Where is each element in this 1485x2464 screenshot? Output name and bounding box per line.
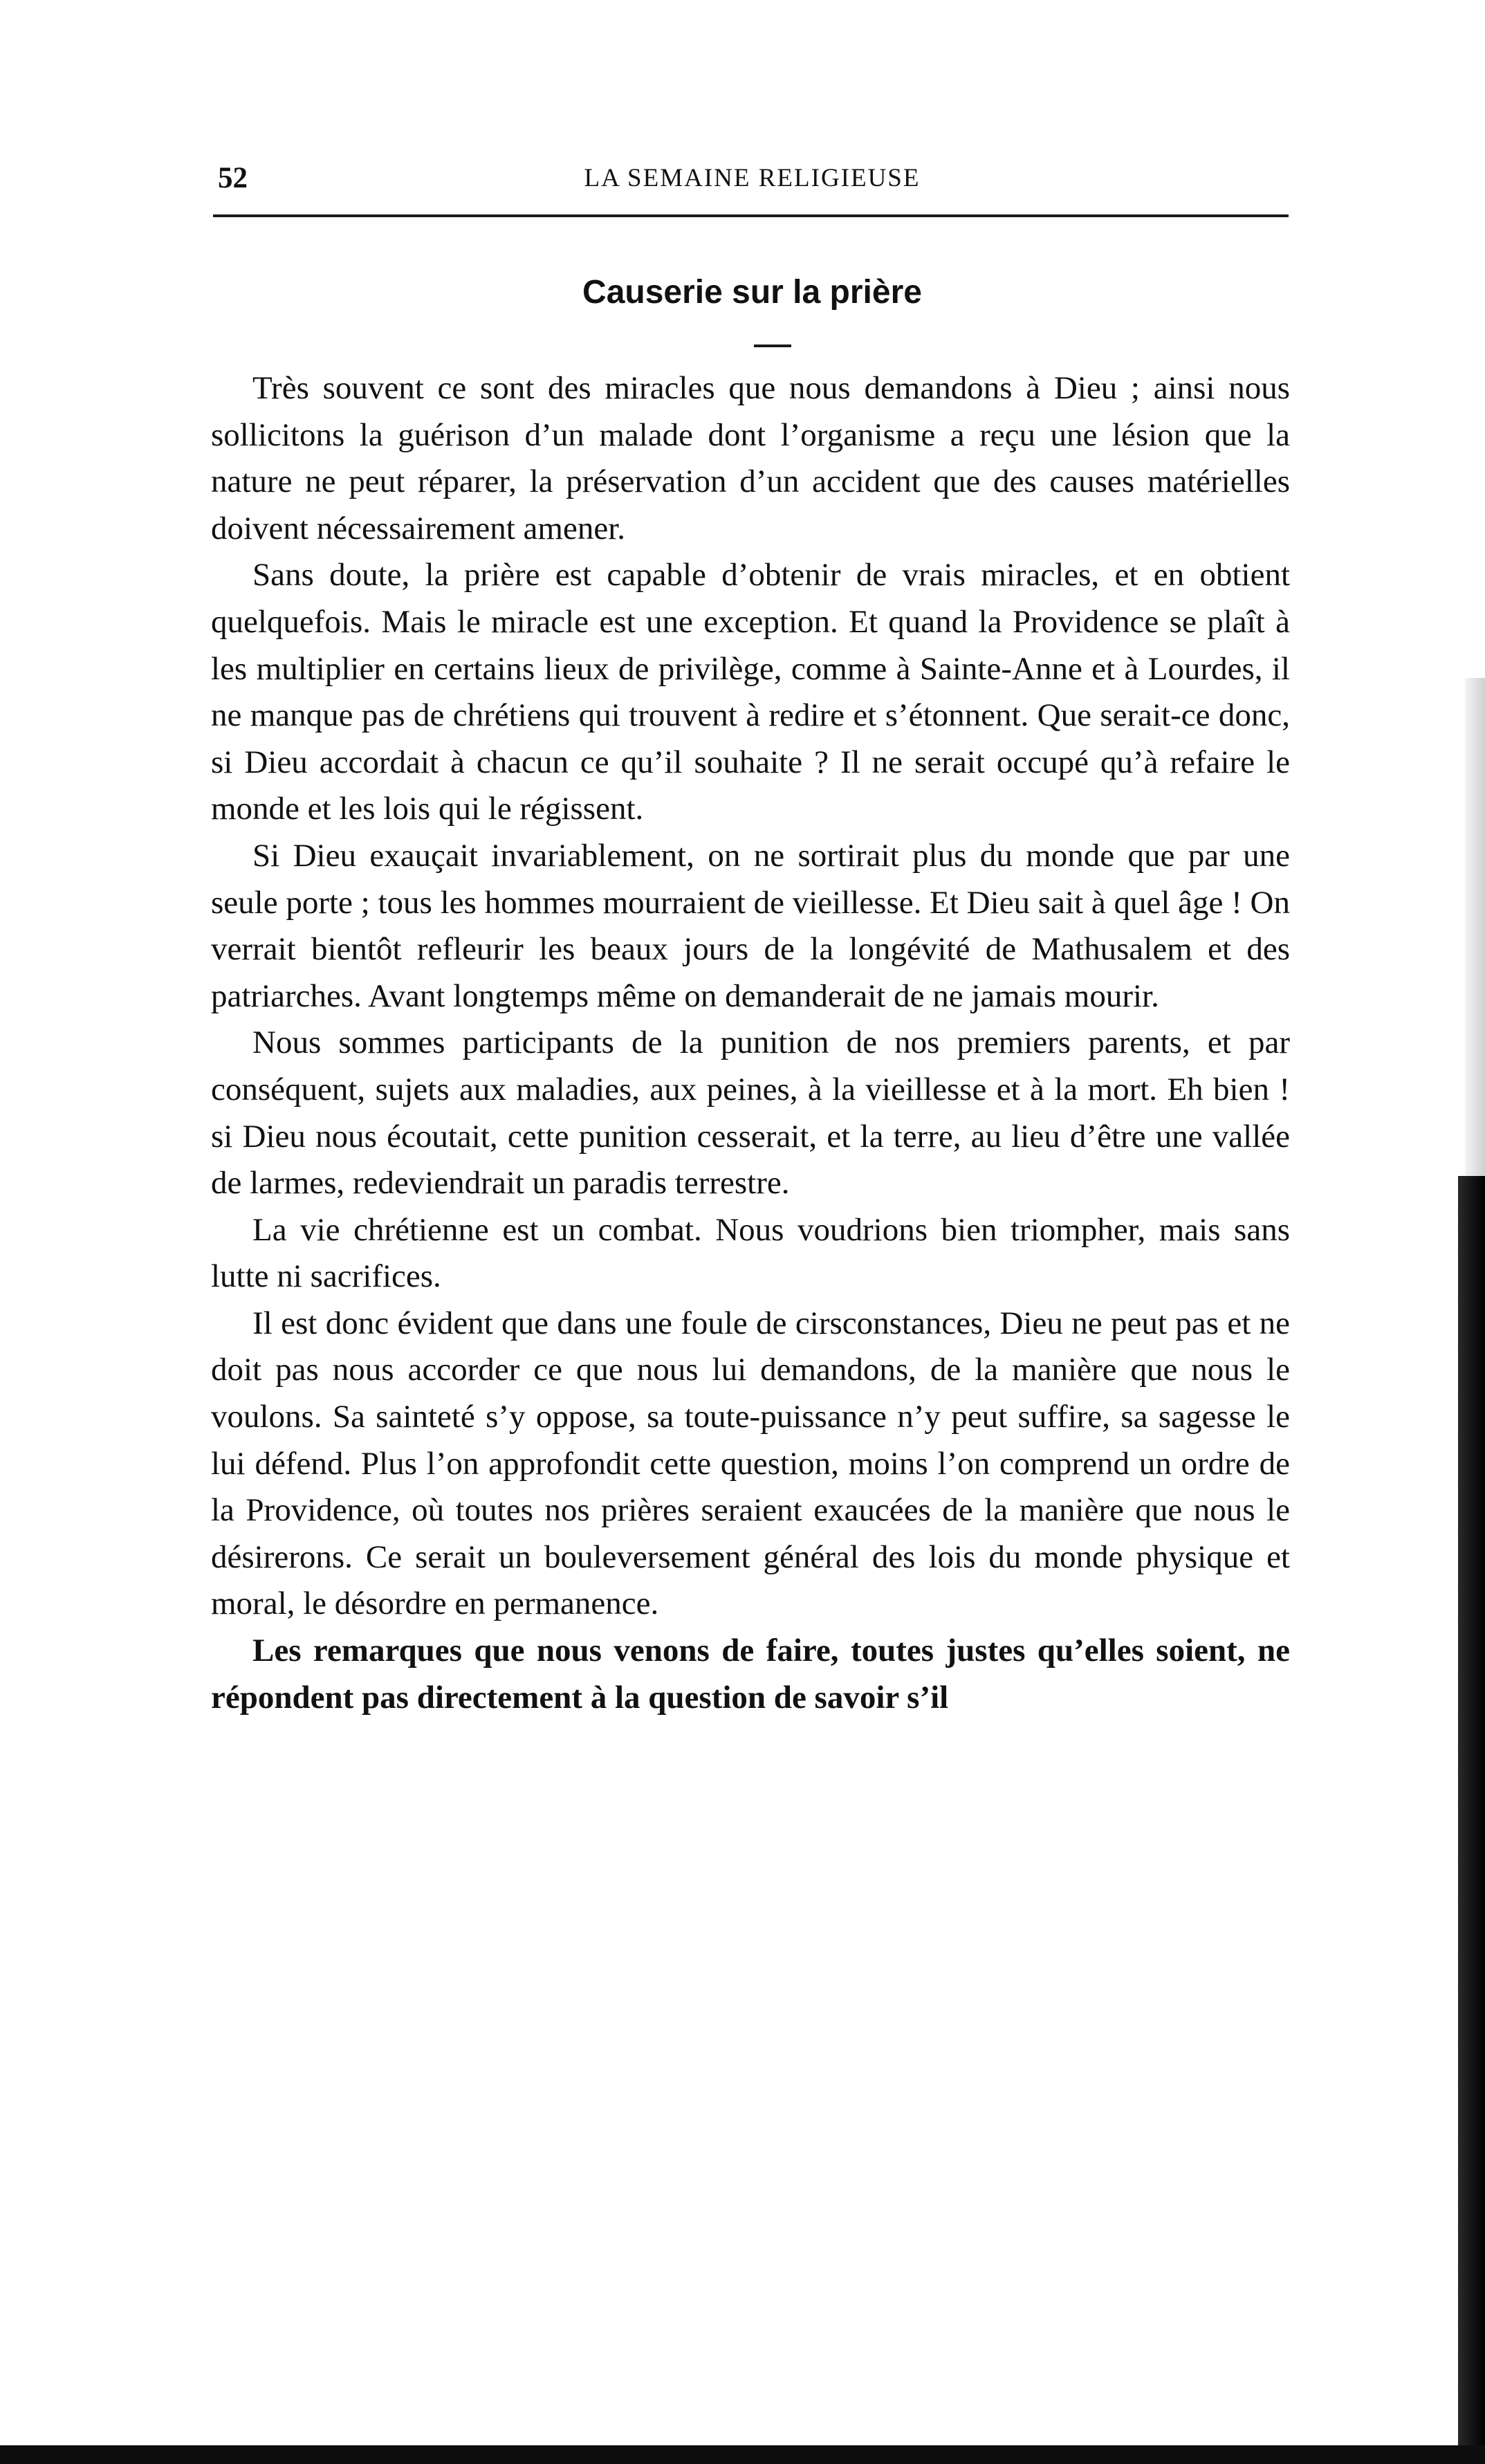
- article-title: Causerie sur la prière: [582, 274, 922, 311]
- scan-edge-shadow-top: [1465, 678, 1485, 1176]
- paragraph-1: Très souvent ce sont des miracles que nous demandons à Dieu ; ainsi nous sollicitons la guérison d’un malade dont l’organisme a reçu une lésion que la nature ne peut réparer, la préservation d’un accident que des causes matérielles doivent nécessairement amener.: [211, 370, 1290, 546]
- scan-bottom-edge: [0, 2445, 1485, 2464]
- paragraph-4: Nous sommes participants de la punition de nos premiers parents, et par conséquent, sujets aux maladies, aux peines, à la vieillesse et à la mort. Eh bien ! si Dieu nous écoutait, cette punition cesserait, et la terre, au lieu d’être une vallée de larmes, redeviendrait un paradis terrestre.: [211, 1024, 1290, 1202]
- journal-title: LA SEMAINE RELIGIEUSE: [584, 164, 921, 192]
- title-rule: [754, 344, 791, 347]
- header-rule: [213, 214, 1289, 217]
- article-body: [211, 365, 1290, 1721]
- running-header: [218, 158, 1286, 199]
- page-number: 52: [218, 162, 248, 194]
- paragraph-5: La vie chrétienne est un combat. Nous voudrions bien triompher, mais sans lutte ni sacrifices.: [211, 1211, 1290, 1295]
- paragraph-2: Sans doute, la prière est capable d’obtenir de vrais miracles, et en obtient quelquefois. Mais le miracle est une exception. Et quand la Providence se plaît à les multiplier en certains lieux de privilège, comme à Sainte-Anne et à Lourdes, il ne manque pas de chrétiens qui trouvent à redire et s’étonnent. Que serait-ce donc, si Dieu accordait à chacun ce qu’il souhaite ? Il ne serait occupé qu’à refaire le monde et les lois qui le régissent.: [211, 557, 1290, 827]
- scan-edge-shadow: [1458, 1176, 1485, 2464]
- paragraph-6: Il est donc évident que dans une foule de cirsconstances, Dieu ne peut pas et ne doit pas nous accorder ce que nous lui demandons, de la manière que nous le voulons. Sa sainteté s’y oppose, sa toute-puissance n’y peut suffire, sa sagesse le lui défend. Plus l’on approfondit cette question, moins l’on comprend un ordre de la Providence, où toutes nos prières seraient exaucées de la manière que nous le désirerons. Ce serait un bouleversement général des lois du monde physique et moral, le désordre en permanence.: [211, 1305, 1290, 1622]
- paragraph-3: Si Dieu exauçait invariablement, on ne sortirait plus du monde que par une seule porte ; tous les hommes mourraient de vieillesse. Et Dieu sait à quel âge ! On verrait bientôt refleurir les beaux jours de la longévité de Mathusalem et des patriarches. Avant longtemps même on demanderait de ne jamais mourir.: [211, 837, 1290, 1014]
- paragraph-7: Les remarques que nous venons de faire, toutes justes qu’elles soient, ne répondent pas directement à la question de savoir s’il: [211, 1633, 1290, 1716]
